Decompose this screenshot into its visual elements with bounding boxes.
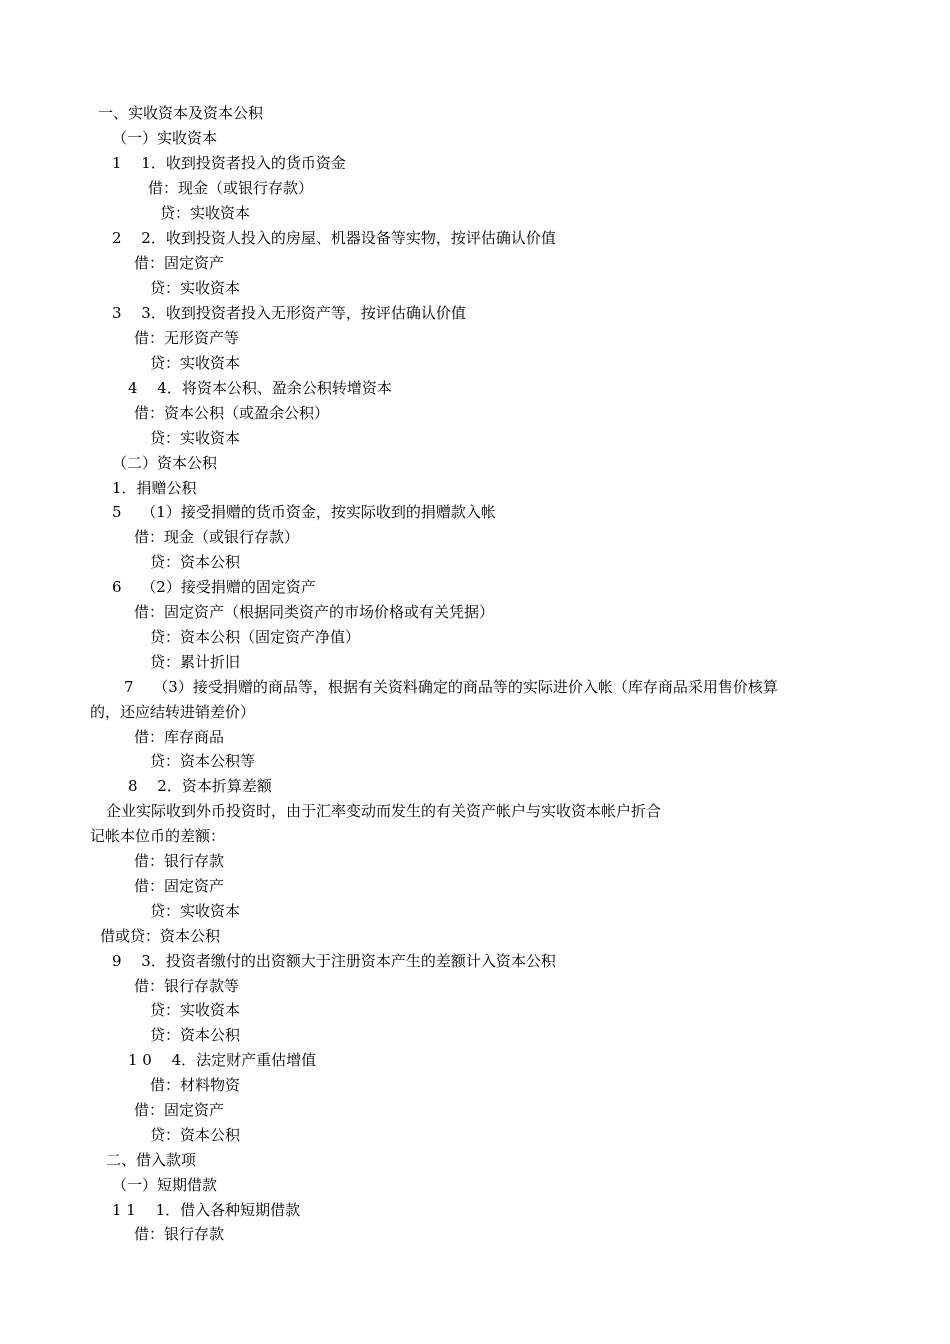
debit-line: 借：银行存款等	[134, 977, 240, 995]
entry-title: 5 （1）接受捐赠的货币资金，按实际收到的捐赠款入帐	[112, 503, 496, 521]
entry-title: 1 1．收到投资者投入的货币资金	[112, 154, 346, 172]
debit-line: 借：固定资产（根据同类资产的市场价格或有关凭据）	[134, 603, 495, 621]
debit-line: 借：库存商品	[134, 728, 225, 746]
credit-line: 贷：实收资本	[150, 279, 241, 297]
section-heading: 二、借入款项	[106, 1151, 197, 1169]
credit-line: 贷：实收资本	[150, 1001, 241, 1019]
debit-or-credit-line: 借或贷：资本公积	[100, 927, 221, 945]
debit-line: 借：材料物资	[150, 1076, 241, 1094]
entry-title: 4 4．将资本公积、盈余公积转增资本	[128, 379, 392, 397]
section-heading: 一、实收资本及资本公积	[98, 104, 264, 122]
debit-line: 借：无形资产等	[134, 329, 240, 347]
entry-title: 6 （2）接受捐赠的固定资产	[112, 578, 316, 596]
subsection-heading: （一）短期借款	[112, 1176, 218, 1194]
debit-line: 借：资本公积（或盈余公积）	[134, 404, 330, 422]
credit-line: 贷：资本公积（固定资产净值）	[150, 628, 361, 646]
entry-title: 1 1 1．借入各种短期借款	[112, 1201, 301, 1219]
debit-line: 借：固定资产	[134, 877, 225, 895]
debit-line: 借：固定资产	[134, 254, 225, 272]
paragraph-line: 记帐本位币的差额：	[90, 827, 226, 845]
credit-line: 贷：资本公积等	[150, 752, 256, 770]
entry-title: 8 2．资本折算差额	[128, 777, 272, 795]
credit-line: 贷：实收资本	[150, 429, 241, 447]
credit-line: 贷：资本公积	[150, 1026, 241, 1044]
debit-line: 借：银行存款	[134, 852, 225, 870]
entry-title-continued: 的，还应结转进销差价）	[90, 703, 256, 721]
debit-line: 借：银行存款	[134, 1225, 225, 1243]
debit-line: 借：固定资产	[134, 1101, 225, 1119]
credit-line: 贷：资本公积	[150, 1126, 241, 1144]
credit-line: 贷：累计折旧	[150, 653, 241, 671]
paragraph-line: 企业实际收到外币投资时，由于汇率变动而发生的有关资产帐户与实收资本帐户折合	[106, 802, 662, 820]
debit-line: 借：现金（或银行存款）	[134, 528, 300, 546]
credit-line: 贷：实收资本	[150, 354, 241, 372]
debit-line: 借：现金（或银行存款）	[148, 179, 314, 197]
item-heading: 1．捐赠公积	[112, 479, 197, 497]
subsection-heading: （一）实收资本	[112, 129, 218, 147]
credit-line: 贷：实收资本	[160, 204, 251, 222]
entry-title: 7 （3）接受捐赠的商品等，根据有关资料确定的商品等的实际进价入帐（库存商品采用售价核算	[124, 678, 778, 696]
entry-title: 3 3．收到投资者投入无形资产等，按评估确认价值	[112, 304, 466, 322]
entry-title: 2 2．收到投资人投入的房屋、机器设备等实物，按评估确认价值	[112, 229, 556, 247]
credit-line: 贷：实收资本	[150, 902, 241, 920]
subsection-heading: （二）资本公积	[112, 454, 218, 472]
entry-title: 1 0 4．法定财产重估增值	[128, 1051, 317, 1069]
entry-title: 9 3．投资者缴付的出资额大于注册资本产生的差额计入资本公积	[112, 952, 556, 970]
credit-line: 贷：资本公积	[150, 553, 241, 571]
